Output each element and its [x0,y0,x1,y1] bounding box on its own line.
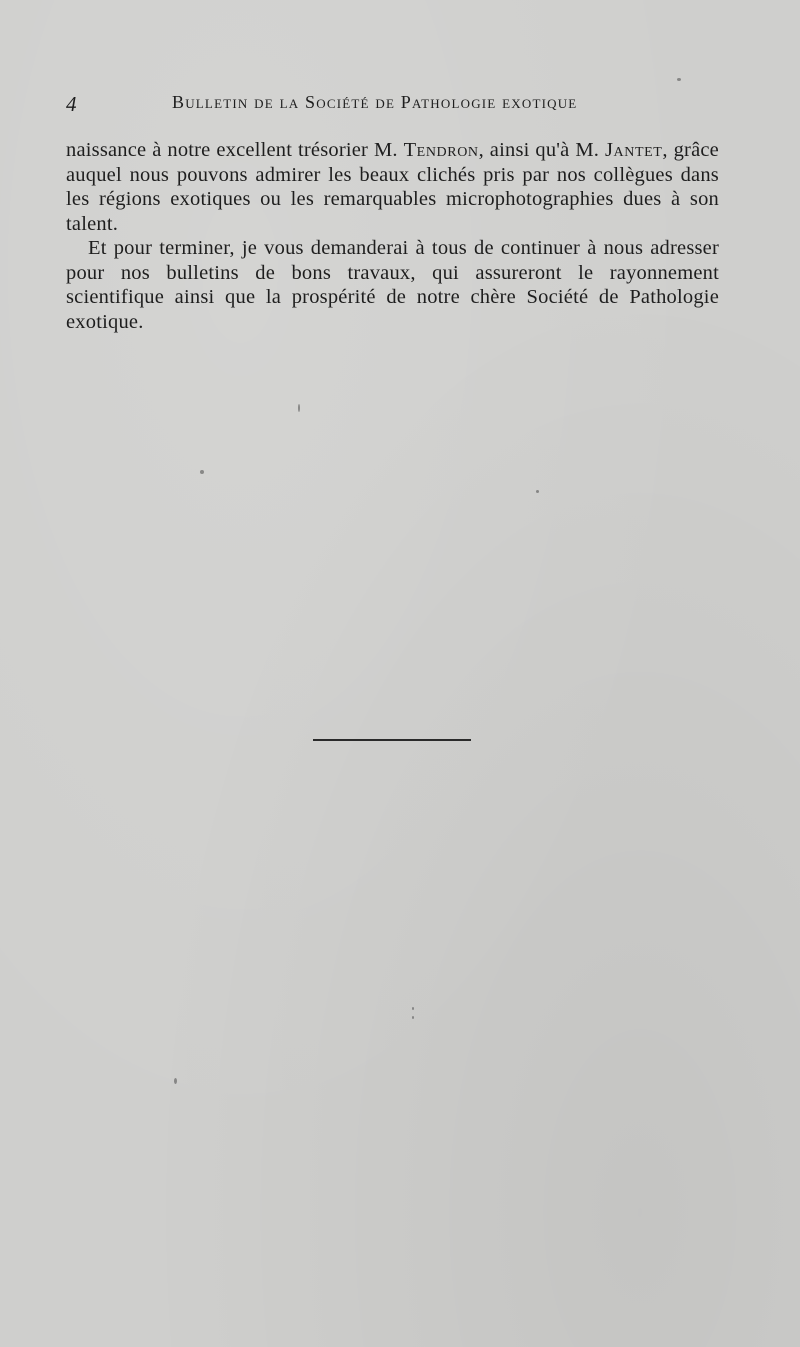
running-header [66,88,726,118]
body-text [66,138,719,334]
paper-speck [536,490,539,493]
paragraph-1-text-end: , grâce auquel nous pouvons admirer les beaux clichés pris par nos collègues dans les régions exotiques ou les remarquables microphotographies dues à son talent. [66,139,719,235]
paper-speck [412,1007,414,1010]
running-title: Bulletin de la Société de Pathologie exotique [172,92,578,112]
section-end-rule [313,739,471,741]
paper-speck [412,1016,414,1019]
paragraph-1 [66,138,719,236]
paragraph-1-text-middle: , ainsi qu'à M. [478,139,605,161]
page-number: 4 [66,92,77,116]
paper-speck [298,404,300,412]
paper-speck [200,470,204,474]
person-name-tendron: Tendron [403,139,479,161]
paper-speck [677,78,681,81]
paragraph-2: Et pour terminer, je vous demanderai à tous de continuer à nous adresser pour nos bulletins de bons travaux, qui assureront le rayonnement scientifique ainsi que la prospérité de notre chère Société de Pathologie exotique. [66,237,719,333]
paper-speck [174,1078,177,1084]
paragraph-1-text-start: naissance à notre excellent trésorier M. [66,139,404,161]
person-name-jantet: Jantet [604,139,663,161]
